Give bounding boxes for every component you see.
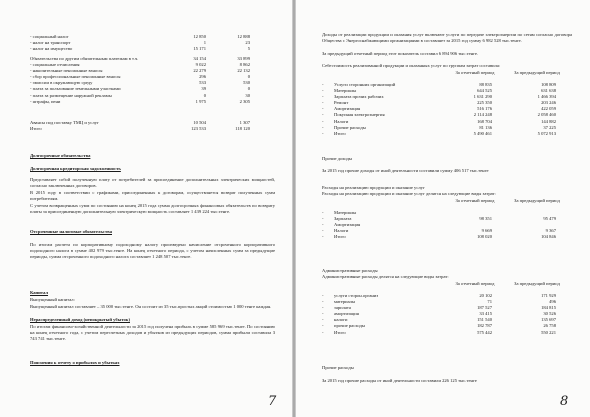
col-current-header: За отчетный период: [455, 70, 495, 75]
current-value: 34 154: [193, 56, 206, 61]
col-prev-header: За предыдущий период: [514, 281, 560, 286]
current-value: 0: [203, 92, 206, 98]
right-page: [296, 0, 590, 417]
prev-value: 550 221: [541, 329, 556, 335]
current-value: 10 504: [193, 120, 206, 125]
heading-capital: Капитал: [30, 290, 49, 295]
row-label: налоги: [334, 317, 348, 323]
current-value: 81 136: [479, 124, 492, 130]
row-label: Ремонт: [334, 100, 349, 106]
bullet: -: [322, 124, 324, 130]
prev-value: 37 225: [543, 124, 556, 130]
para-income2: За предыдущий отчетный период этот показатель составил 6 894 906 тыс.тенге.: [322, 51, 479, 56]
heading-other-exp: Прочие расходы: [322, 365, 354, 370]
heading-profit-report: Пояснения к отчету о прибылях и убытках: [30, 360, 120, 365]
row-label: Покупная электроэнергия: [334, 112, 385, 118]
row-label: Итого: [334, 234, 346, 240]
prev-value: 0: [247, 74, 250, 80]
prev-value: 1 307: [239, 120, 250, 125]
prev-value: 171 929: [541, 293, 556, 298]
current-value: 575 442: [477, 329, 492, 335]
current-value: 15 171: [193, 46, 206, 52]
para-deferred-tax: По итогам расчета по корпоративному подоходному налогу произведено начисление отсроченного корпоративного подоходного налога в сумме 402 979 тыс.тенге. На конец отчетного периода, с учетом начисленных сумм за предыдущие периоды, сумма отсроченного подоходного налога составляет 1 248 507 тыс.тенге.: [30, 242, 275, 260]
row-label: Зарплата: [334, 216, 352, 222]
bullet: -: [322, 100, 324, 106]
row-label: - налог на транспорт: [30, 40, 71, 46]
row-label: прочие расходы: [334, 323, 365, 329]
current-value: 644 525: [477, 88, 492, 94]
para-deferred-credit: Представляет собой полученную плату от потребителей за присоединение дополнительных электрических мощностей, согласно заключенных договоров.: [30, 177, 275, 189]
para-other-exp: За 2015 год прочие расходы от иной деятельности составили 226 125 тыс.тенге: [322, 378, 477, 383]
row-label: зарплата: [334, 305, 351, 311]
row-label: Материалы: [334, 88, 357, 94]
row-label: - штрафы, пени: [30, 98, 61, 104]
row-label: - налог на имущество: [30, 46, 73, 52]
prev-value: 631 638: [541, 88, 556, 94]
row-label: амортизация: [334, 311, 359, 317]
para-balance: С учетом возвращенных сумм по состоянию на конец 2015 года сумма долгосрочных финансовых обязательств по возврату платы за присоединенную дополнительную электрическую мощность составляет 1 439 224 тыс.тенге.: [30, 203, 275, 215]
current-value: 225 350: [477, 100, 492, 106]
para-2015: В 2015 году в соответствии с графиками, присоединенных к договорам, осуществляется возврат полученных сумм потребителям.: [30, 190, 275, 202]
prev-value: 108 809: [541, 82, 556, 87]
heading-deferred-tax: Отсроченные налоговые обязательства: [30, 229, 112, 234]
row-label: Амортизация: [334, 106, 361, 112]
current-value: 108 020: [477, 234, 492, 240]
row-label: услуги сторон.организ: [334, 293, 379, 298]
capital-line2: Выпущенный капитал составляет – 35 000 тыс.тенге. Он состоит из 35 тыс.простых акций стоимостью 1 000 тенге каждая.: [30, 304, 272, 309]
admin-title1: Административные расходы: [322, 268, 378, 273]
bullet: -: [322, 323, 324, 329]
row-label: Прочие расходы: [334, 124, 366, 130]
row-label: материалы: [334, 299, 356, 305]
current-value: 296: [199, 74, 206, 80]
page-number-left: 7: [268, 394, 277, 409]
row-label: - эмиссии в окружающую среду: [30, 80, 93, 86]
table-row: [30, 46, 275, 52]
sales-table: [322, 198, 572, 240]
para-other-income: За 2015 год прочие доходы от иной деятельности составили сумму 406 517 тыс.тенге: [322, 168, 489, 173]
current-value: 71: [487, 299, 492, 305]
row-label: Зарплата прочих рабочих: [334, 94, 384, 100]
current-value: 98 351: [479, 216, 492, 222]
admin-table: [322, 281, 572, 336]
current-value: 1 975: [195, 98, 206, 104]
heading-longterm: Долгосрочные обязательства: [30, 153, 91, 158]
prev-value: 30 526: [543, 311, 556, 317]
total-row: [30, 126, 275, 132]
page-number-right: 8: [560, 394, 569, 409]
row-label: Налоги: [334, 118, 349, 124]
prev-value: 26 758: [543, 323, 556, 329]
prev-value: 5 072 913: [537, 130, 556, 136]
prev-value: 104 846: [541, 234, 556, 240]
table-row: [322, 330, 572, 336]
table-row: [322, 234, 572, 240]
prev-value: 144 882: [541, 118, 556, 124]
current-value: 123 533: [191, 126, 206, 132]
cost-table: [322, 70, 572, 137]
cost-title: Себестоимость реализованной продукции и оказанных услуг по группам затрат составила:: [322, 63, 501, 68]
row-label: Услуги сторонних организаций: [334, 82, 396, 87]
col-current-header: За отчетный период: [455, 281, 495, 286]
bullet: -: [322, 88, 324, 94]
current-value: 187 527: [477, 305, 492, 311]
bullet: -: [322, 305, 324, 311]
bullet: -: [322, 317, 324, 323]
current-value: 33 415: [479, 311, 492, 317]
row-label: - накопительные пенсионные взносы: [30, 68, 103, 74]
row-label: Налоги: [334, 228, 349, 234]
current-value: 168 704: [477, 118, 492, 124]
bullet: -: [322, 130, 324, 136]
current-value: 516 176: [477, 106, 492, 112]
current-value: 2 114 248: [473, 112, 492, 118]
current-value: 1: [203, 40, 206, 46]
bullet: -: [322, 82, 324, 87]
left-page: [0, 0, 294, 417]
prev-value: 9 367: [545, 228, 556, 234]
row-label: - социальные отчисления: [30, 62, 80, 68]
prev-value: 422 059: [541, 106, 556, 112]
prev-value: 12 888: [237, 34, 250, 39]
bullet: -: [322, 94, 324, 100]
prev-value: 184 815: [541, 305, 556, 311]
prev-value: 30: [245, 92, 250, 98]
current-value: 182 787: [477, 323, 492, 329]
current-value: 533: [199, 80, 206, 86]
row-label: - плата за размещение наружной рекламы: [30, 92, 112, 98]
prev-value: 8 862: [239, 62, 250, 68]
prev-value: 5: [247, 46, 250, 52]
bullet: -: [322, 112, 324, 118]
heading-retained: Нераспределенный доход (непокрытый убыток): [30, 317, 130, 322]
col-prev-header: За предыдущий период: [514, 70, 560, 75]
current-value: 9 022: [195, 62, 206, 68]
row-label: Амортизация: [334, 222, 361, 228]
bullet: -: [322, 222, 324, 228]
bullet: -: [322, 299, 324, 305]
sales-title1: Расходы на реализацию продукции и оказание услуг: [322, 185, 425, 190]
current-value: 22 279: [193, 68, 206, 74]
heading-deferred-credit: Долгосрочная кредиторская задолженность: [30, 166, 121, 171]
current-value: 39: [201, 86, 206, 92]
current-value: 1 631 290: [473, 94, 492, 100]
current-value: 20 102: [479, 293, 492, 298]
para-income: Доходы от реализации продукции и оказания услуг включают услуги по передаче электроэнергии по сетям согласно договора Общества с Энергоснабжающими организациями в составляет за 2015 год сумму 6 982 528 тыс.тенге.: [322, 32, 572, 44]
col-current-header: За отчетный период: [455, 198, 495, 203]
prev-value: 203 246: [541, 100, 556, 106]
sales-title2: Расходы на реализацию продукции и оказание услуг делятся на следующие виды затрат:: [322, 191, 496, 196]
current-value: 151 540: [477, 317, 492, 323]
prev-value: 2 058 460: [537, 112, 556, 118]
prev-value: 23: [245, 40, 250, 46]
prev-value: 1 466 394: [537, 94, 556, 100]
bullet: -: [322, 293, 324, 298]
table-row: [322, 131, 572, 137]
row-label: Обязательства по другим обязательным платежам в т.ч.: [30, 56, 139, 61]
prev-value: 530: [243, 80, 250, 86]
bullet: -: [322, 210, 324, 215]
current-value: 5 490 461: [473, 130, 492, 136]
bullet: -: [322, 234, 324, 240]
prev-value: 2 305: [239, 98, 250, 104]
tax-table: [30, 34, 275, 52]
col-prev-header: За предыдущий период: [514, 198, 560, 203]
prev-value: 95 479: [543, 216, 556, 222]
row-label: - сбор профессиональные пенсионные взносы: [30, 74, 121, 80]
obligations-table: [30, 56, 275, 105]
capital-line1: Выпущенный капитал:: [30, 297, 75, 302]
prev-value: 118 120: [235, 126, 250, 132]
bullet: -: [322, 311, 324, 317]
row-label: - плата за пользование земельными участками: [30, 86, 121, 92]
row-label: Материалы: [334, 210, 357, 215]
bullet: -: [322, 216, 324, 222]
para-retained: По итогам финансово-хозяйственной деятельности за 2015 год получена прибыль в сумме 585 969 тыс.тенге. По состоянию на конец отчетного года, с учетом пересчетных доходов и убытков из предыдущих периодов, сумма прибыли составила 3 743 741 тыс.тенге.: [30, 324, 275, 342]
current-value: 88 835: [479, 82, 492, 87]
prev-value: 33 899: [237, 56, 250, 61]
bullet: -: [322, 228, 324, 234]
prev-value: 496: [549, 299, 556, 305]
row-label: Итого: [30, 126, 42, 132]
heading-other-income: Прочие доходы: [322, 156, 352, 161]
row-label: Итого: [334, 329, 346, 335]
row-label: Итого: [334, 130, 346, 136]
totals-table: [30, 120, 275, 132]
row-label: Авансы под поставку ТМЦ и услуг: [30, 120, 99, 125]
admin-title2: Административные расходы делятся на следующие виды затрат:: [322, 274, 449, 279]
bullet: -: [322, 106, 324, 112]
prev-value: 0: [247, 86, 250, 92]
bullet: -: [322, 329, 324, 335]
prev-value: 22 132: [237, 68, 250, 74]
prev-value: 135 697: [541, 317, 556, 323]
table-row: [30, 99, 275, 105]
row-label: - социальный налог: [30, 34, 69, 39]
current-value: 12 850: [193, 34, 206, 39]
current-value: 9 669: [481, 228, 492, 234]
bullet: -: [322, 118, 324, 124]
